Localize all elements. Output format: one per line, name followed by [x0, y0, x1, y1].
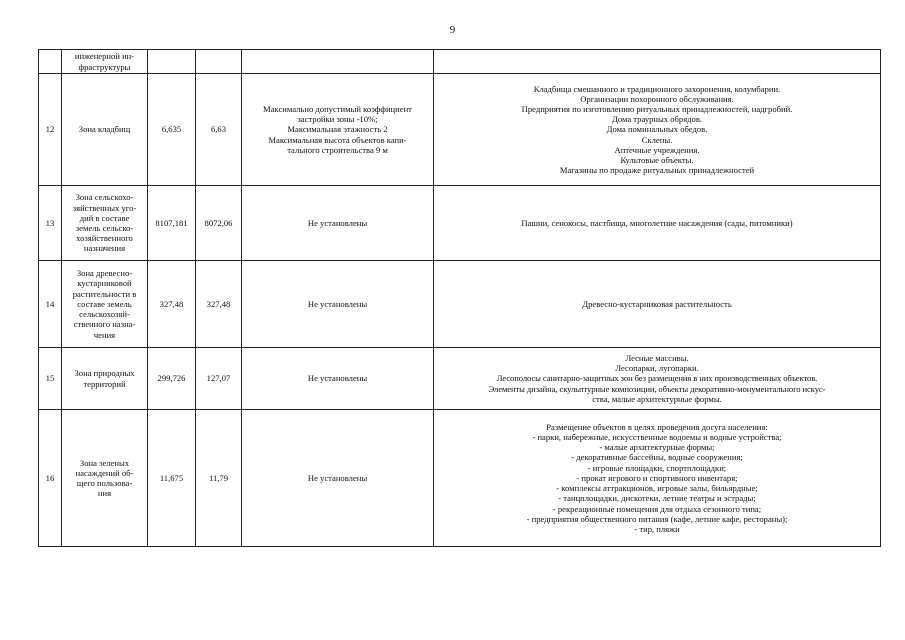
use-line: Размещение объектов в целях проведения досуга населения:	[546, 421, 768, 432]
zone-number-cell: 15	[39, 348, 62, 410]
area-1-cell: 299,726	[148, 348, 196, 410]
use-line: - тир, пляжи	[634, 523, 680, 534]
parameter-line: Не установлены	[307, 373, 368, 384]
parameters-cell	[242, 74, 434, 186]
use-line: Лесные массивы.	[625, 352, 689, 363]
area-1-cell	[148, 50, 196, 74]
zone-name-line: Зона природных	[74, 368, 135, 379]
zone-number-cell: 12	[39, 74, 62, 186]
area-1-cell: 8107,181	[148, 186, 196, 261]
zone-name-line: ния	[97, 488, 112, 499]
use-line: Элементы дизайна, скульптурные композиции, объекты декоративно-монументального искус-	[488, 383, 826, 394]
use-line: Магазины по продаже ритуальных принадлежностей	[559, 165, 755, 176]
permitted-uses-cell	[434, 50, 881, 74]
zone-name-line: насаждений об-	[75, 467, 134, 478]
zone-name-cell	[62, 261, 148, 348]
permitted-uses-cell	[434, 186, 881, 261]
use-line: - парки, набережные, искусственные водоемы и водные устройства;	[532, 432, 782, 443]
use-line: Кладбища смешанного и традиционного захоронения, колумбарии.	[533, 83, 781, 94]
parameter-line: тального строительства 9 м	[287, 144, 388, 155]
use-line: - декоративные бассейны, водные сооружения;	[571, 452, 743, 463]
zone-name-cell	[62, 410, 148, 547]
zone-name-cell	[62, 74, 148, 186]
table-row	[39, 348, 881, 410]
use-line: - игровые площадки, спортплощадки;	[587, 462, 727, 473]
zone-name-cell	[62, 50, 148, 74]
zone-name-line: территорий	[83, 378, 126, 389]
permitted-uses-cell	[434, 348, 881, 410]
use-line: Пашни, сенокосы, пастбища, многолетние насаждения (сады, питомники)	[521, 217, 793, 228]
permitted-uses-cell	[434, 410, 881, 547]
table-row	[39, 261, 881, 348]
zone-name-line: чения	[93, 329, 116, 340]
zone-name-cell	[62, 348, 148, 410]
area-1-cell: 6,635	[148, 74, 196, 186]
zone-name-line: хозяйственного	[76, 233, 133, 244]
zone-name-line: ственного назна-	[73, 319, 136, 330]
zone-name-line: земель сельско-	[75, 223, 134, 233]
use-line: - прокат игрового и спортивного инвентаря;	[576, 472, 738, 483]
area-2-cell: 6,63	[196, 74, 242, 186]
zone-name-line: дий в составе	[79, 212, 130, 223]
parameter-line: Не установлены	[307, 298, 368, 309]
parameter-line: Не установлены	[307, 472, 368, 483]
use-line: Предприятия по изготовлению ритуальных принадлежностей, надгробий.	[521, 103, 793, 114]
use-line: Дома поминальных обедов.	[606, 124, 708, 135]
area-1-cell: 327,48	[148, 261, 196, 348]
zones-table	[38, 49, 881, 547]
parameters-cell	[242, 348, 434, 410]
table-row	[39, 410, 881, 547]
permitted-uses-cell	[434, 261, 881, 348]
use-line: - комплексы аттракционов, игровые залы, бильярдные;	[556, 483, 758, 494]
zone-name-line: щего пользова-	[76, 478, 133, 488]
table-row	[39, 74, 881, 186]
area-2-cell: 8072,06	[196, 186, 242, 261]
zone-name-line: Зона сельскохо-	[75, 192, 134, 203]
use-line: - предприятия общественного питания (кафе, летние кафе, рестораны);	[526, 513, 788, 524]
zone-number-cell: 14	[39, 261, 62, 348]
zone-name-cell	[62, 186, 148, 261]
zone-number-cell	[39, 50, 62, 74]
use-line: Дома траурных обрядов.	[611, 114, 703, 125]
zone-name-line: сельскохозяй-	[79, 309, 130, 320]
use-line: Лесопарки, лугопарки.	[615, 363, 699, 374]
parameter-line: Максимально допустимый коэффициент	[263, 103, 412, 114]
table-row	[39, 186, 881, 261]
table-row	[39, 50, 881, 74]
zone-name-line: фраструктуры	[78, 61, 131, 72]
parameter-line: Не установлены	[307, 217, 368, 228]
zone-number-cell: 13	[39, 186, 62, 261]
parameters-cell	[242, 410, 434, 547]
parameter-line: застройки зоны -10%;	[297, 114, 378, 125]
use-line: Организации похоронного обслуживания.	[580, 93, 734, 104]
area-2-cell: 327,48	[196, 261, 242, 348]
page-number: 9	[449, 24, 456, 36]
area-1-cell: 11,675	[148, 410, 196, 547]
parameters-cell	[242, 186, 434, 261]
parameters-cell	[242, 50, 434, 74]
zone-name-line: кустарниковой	[77, 278, 132, 289]
use-line: Лесополосы санитарно-защитных зон без размещения в них производственных объектов.	[496, 373, 818, 384]
parameters-cell	[242, 261, 434, 348]
parameter-line: Максимальная этажность 2	[287, 124, 388, 135]
area-2-cell	[196, 50, 242, 74]
use-line: Древесно-кустарниковая растительность	[582, 298, 732, 309]
area-2-cell: 127,07	[196, 348, 242, 410]
use-line: - рекреационные помещения для отдыха сезонного типа;	[552, 503, 762, 514]
use-line: Аптечные учреждения.	[614, 144, 700, 155]
zone-name-line: составе земель	[77, 298, 132, 309]
zone-name-line: Зона древесно-	[76, 268, 133, 279]
zone-number-cell: 16	[39, 410, 62, 547]
area-2-cell: 11,79	[196, 410, 242, 547]
use-line: - малые архитектурные формы;	[599, 442, 715, 453]
zone-name-line: Зона зеленых	[79, 457, 130, 468]
zone-name-line: зяйственных уго-	[72, 202, 137, 213]
zone-name-line: Зона кладбищ	[78, 124, 131, 135]
permitted-uses-cell	[434, 74, 881, 186]
zone-name-line: растительности в	[72, 288, 137, 299]
zone-name-line: назначения	[83, 243, 126, 254]
use-line: - танцплощадки, дискотеки, летние театры и эстрады;	[558, 493, 756, 504]
use-line: ства, малые архитектурные формы.	[592, 393, 722, 404]
zone-name-line: инженерной ин-	[74, 51, 135, 62]
use-line: Склепы.	[641, 134, 673, 145]
use-line: Культовые объекты.	[620, 155, 694, 165]
parameter-line: Максимальная высота объектов капи-	[268, 134, 407, 145]
